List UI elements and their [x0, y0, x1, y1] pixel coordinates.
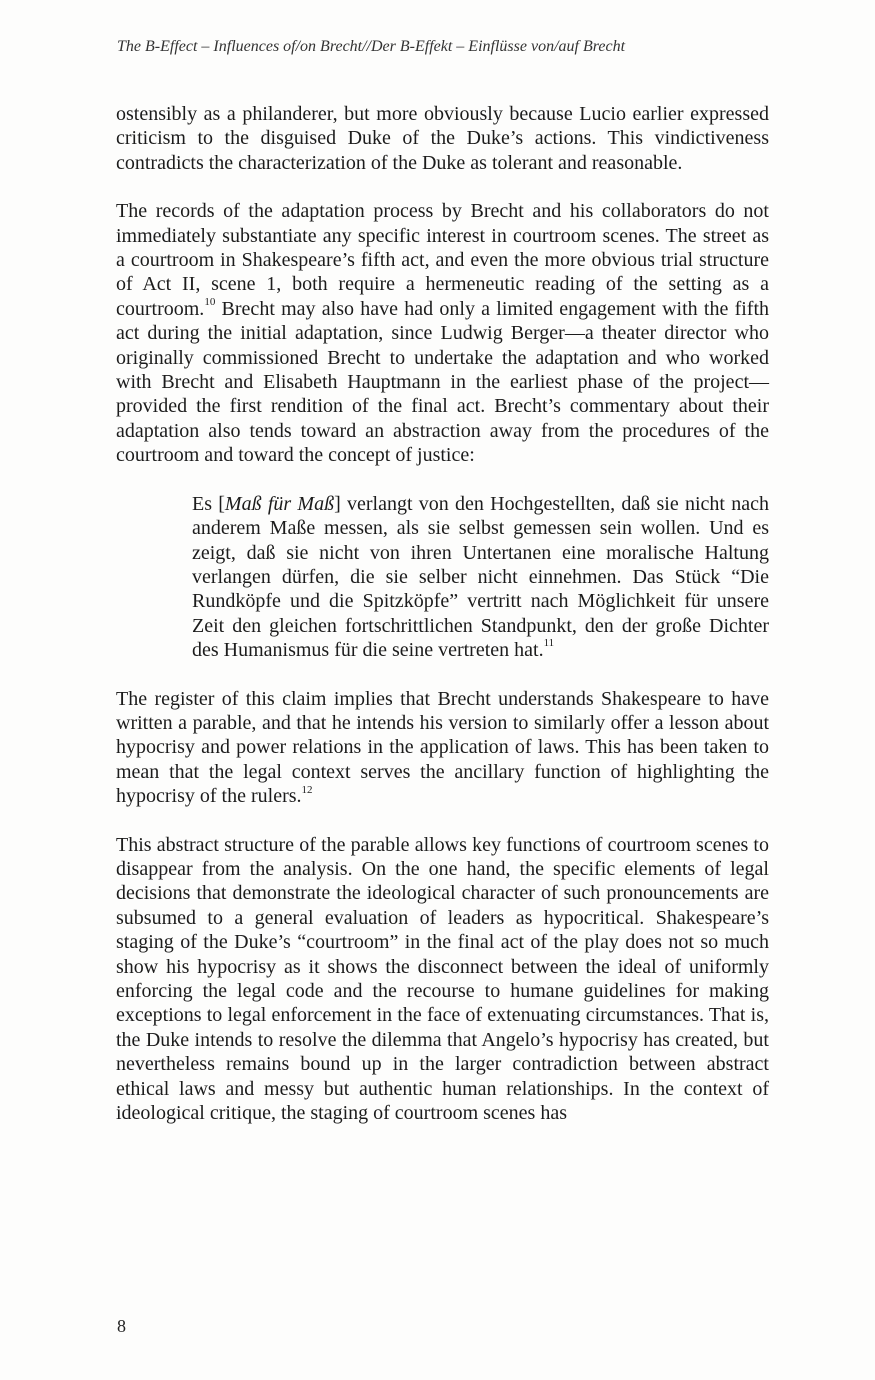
- paragraph-3: [116, 687, 769, 809]
- paragraph-3-text: The register of this claim implies that Brecht understands Shakespeare to have written a parable, and that he intends his version to similarly offer a lesson about hypocrisy and power relations in the application of laws. This has been taken to mean that the legal context serves the ancillary function of highlighting the hypocrisy of the rulers.: [116, 687, 769, 808]
- running-header: The B-Effect – Influences of/on Brecht//Der B-Effekt – Einflüsse von/auf Brecht: [117, 38, 626, 55]
- footnote-ref-11: 11: [543, 637, 555, 650]
- quote-lead: Es [: [192, 492, 225, 515]
- paragraph-2-text-b: Brecht may also have had only a limited engagement with the fifth act during the initial adaptation, since Ludwig Berger—a theater director who originally commissioned Brecht to undertake the adaptation and who worked with Brecht and Elisabeth Hauptmann in the earliest phase of the project—provided the first rendition of the final act. Brecht’s commentary about their adaptation also tends toward an abstraction away from the procedures of the courtroom and toward the concept of justice:: [116, 297, 769, 467]
- paragraph-2: [116, 199, 769, 467]
- block-quote: [192, 492, 769, 663]
- footnote-ref-10: 10: [204, 296, 216, 309]
- page-number: 8: [117, 1316, 126, 1336]
- quote-text: ] verlangt von den Hochgestellten, daß sie nicht nach anderem Maße messen, als sie selbst gemessen sein wollen. Und es zeigt, daß sie nicht von ihren Untertanen eine moralische Haltung verlangen dürfen, die sie selber nicht einnehmen. Das Stück “Die Rundköpfe und die Spitzköpfe” vertritt nach Möglichkeit für unsere Zeit den gleichen fortschrittlichen Standpunkt, den der große Dichter des Humanismus für die seine vertreten hat.: [192, 492, 769, 662]
- body-text: [116, 102, 769, 1125]
- paragraph-4: This abstract structure of the parable allows key functions of courtroom scenes to disappear from the analysis. On the one hand, the specific elements of legal decisions that demonstrate the ideological character of such pronouncements are subsumed to a general evaluation of leaders as hypocritical. Shakespeare’s staging of the Duke’s “courtroom” in the final act of the play does not so much show his hypocrisy as it shows the disconnect between the ideal of uniformly enforcing the legal code and the recourse to humane guidelines for making exceptions to legal enforcement in the face of extenuating circumstances. That is, the Duke intends to resolve the dilemma that Angelo’s hypocrisy has created, but nevertheless remains bound up in the larger contradiction between abstract ethical laws and messy but authentic human relationships. In the context of ideological critique, the staging of courtroom scenes has: [116, 833, 769, 1125]
- paragraph-2-text-a: The records of the adaptation process by Brecht and his collaborators do not immediately substantiate any specific interest in courtroom scenes. The street as a courtroom in Shakespeare’s fifth act, and even the more obvious trial structure of Act II, scene 1, both require a hermeneutic reading of the setting as a courtroom.: [116, 200, 769, 320]
- quote-play-title: Maß für Maß: [224, 492, 335, 515]
- paragraph-1: ostensibly as a philanderer, but more obviously because Lucio earlier expressed criticism to the disguised Duke of the Duke’s actions. This vindictiveness contradicts the characterization of the Duke as tolerant and reasonable.: [116, 103, 769, 174]
- footnote-ref-12: 12: [301, 783, 313, 796]
